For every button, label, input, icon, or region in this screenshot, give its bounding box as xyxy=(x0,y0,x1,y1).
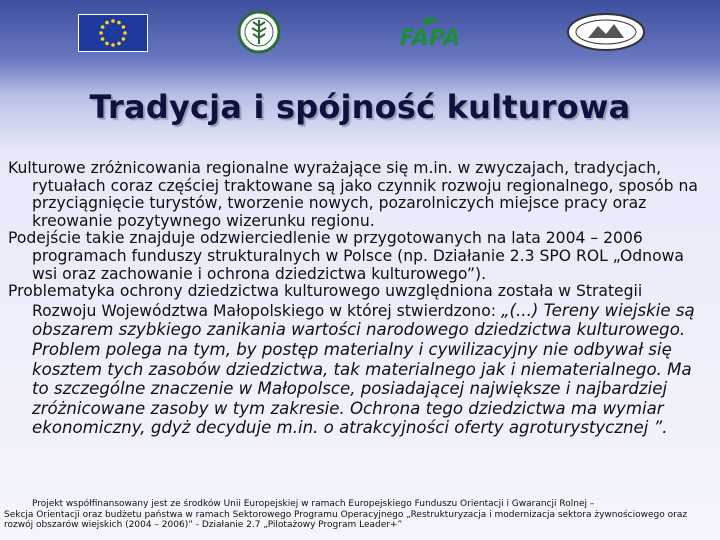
paragraph-3-text: Problematyka ochrony dziedzictwa kulturowego uwzględniona została w Strategii Rozwoju Województwa Małopolskiego w której stwierdzono: xyxy=(8,282,643,320)
page-title: Tradycja i spójność kulturowa xyxy=(89,88,631,126)
content-body xyxy=(8,160,708,438)
paragraph-1: Kulturowe zróżnicowania regionalne wyrażające się m.in. w zwyczajach, tradycjach, rytuałach coraz częściej traktowane są jako czynnik rozwoju regionalnego, sposób na przyciągnięcie turystów, tworzenie nowych, pozarolniczych miejsce pracy oraz kreowanie pozytywnego wizerunku regionu. xyxy=(8,159,698,230)
footer-line-1: Projekt współfinansowany jest ze środków Unii Europejskiej w ramach Europejskiego Funduszu Orientacji i Gwarancji Rolnej – xyxy=(32,499,595,509)
institute-logo xyxy=(566,12,646,52)
fapa-wordmark: FAPA xyxy=(399,26,461,48)
footer-line-2: Sekcja Orientacji oraz budżetu państwa w ramach Sektorowego Programu Operacyjnego „Restrukturyzacja i modernizacja sektora żywnościowego oraz rozwój obszarów wiejskich (2004 – 2006)” - Działanie 2.7 „Pilotażowy Program Leader+” xyxy=(4,509,688,531)
wheat-emblem-logo xyxy=(235,10,283,54)
logo-bar xyxy=(0,0,720,68)
footer-note xyxy=(4,499,716,531)
paragraph-2: Podejście takie znajduje odzwierciedlenie w przygotowanych na lata 2004 – 2006 programach funduszy strukturalnych w Polsce (np. Działanie 2.3 SPO ROL „Odnowa wsi oraz zachowanie i ochrona dziedzictwa kulturowego”). xyxy=(8,229,684,283)
eu-flag-logo xyxy=(78,14,148,52)
fapa-logo xyxy=(382,16,478,48)
paragraph-3 xyxy=(8,283,708,438)
strategy-quote: „(...) Tereny wiejskie są obszarem szybkiego zanikania wartości narodowego dziedzictwa kulturowego. Problem polega na tym, by postęp materialny i cywilizacyjny nie odbywał się kosztem tych zasobów dziedzictwa, tak materialnego jak i niematerialnego. Ma to szczególne znaczenie w Małopolsce, posiadającej największe i najbardziej zróżnicowane zasoby w tym zakresie. Ochrona tego dziedzictwa ma wymiar ekonomiczny, gdyż decyduje m.in. o atrakcyjności oferty agroturystycznej ”. xyxy=(32,300,695,438)
